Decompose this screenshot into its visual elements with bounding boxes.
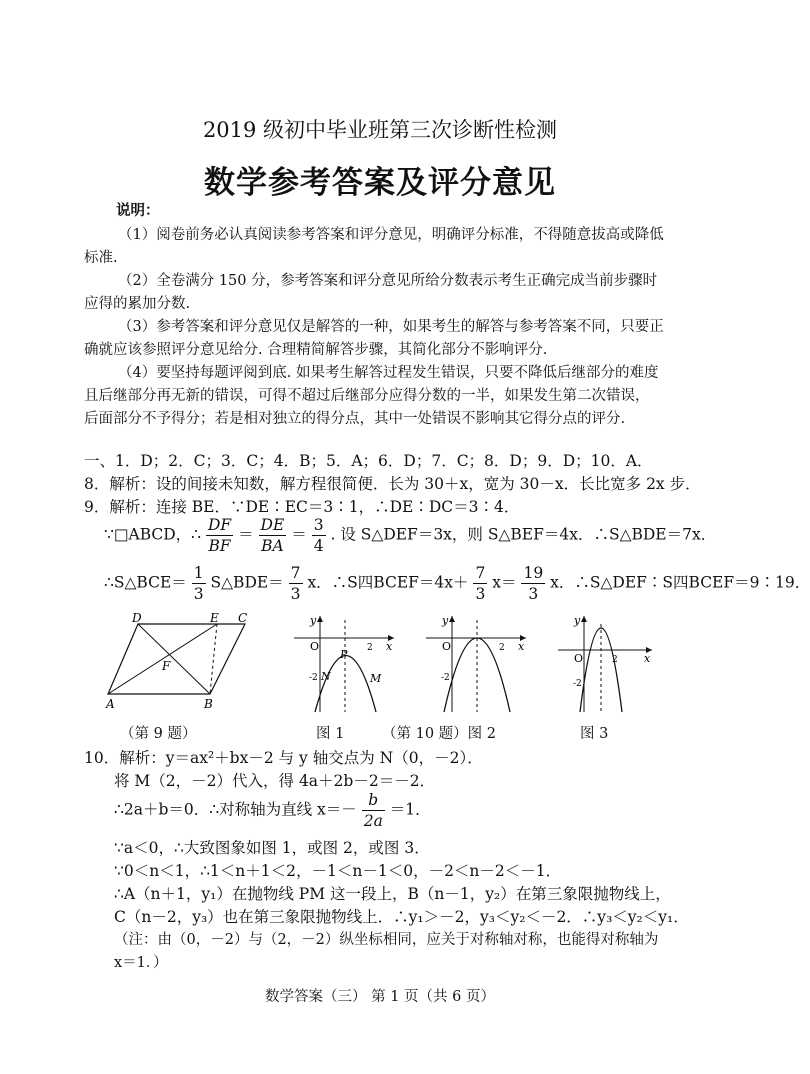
label-a: A: [106, 697, 115, 711]
label-b: B: [204, 697, 213, 711]
q10-line-4: ∵a＜0，∴大致图象如图 1，或图 2，或图 3．: [114, 839, 430, 857]
frac-num: DF: [207, 516, 232, 534]
label-p: P: [340, 648, 348, 661]
note-3-line-2: 确就应该参照评分意见给分. 合理精简解答步骤，其简化部分不影响评分.: [84, 342, 548, 358]
fraction-7-3-b: [473, 563, 487, 604]
tick-neg2: -2: [573, 679, 582, 689]
equals: ＝: [291, 525, 307, 544]
figure-9-parallelogram: [100, 612, 260, 712]
fraction-de-ba: [259, 515, 287, 556]
y-label: y: [310, 614, 317, 627]
frac-den: 2a: [363, 812, 383, 830]
frac-den: 3: [475, 585, 486, 603]
q9-line-3: [104, 563, 810, 604]
note-2-line-1: （2）全卷满分 150 分，参考答案和评分意见所给分数表示考生正确完成当前步骤时: [118, 273, 658, 289]
caption-graph2: （第 10 题）图 2: [382, 726, 497, 742]
q10-l3-a: ∴2a＋b＝0．∴对称轴为直线 x＝－: [114, 800, 357, 819]
tick-2: 2: [612, 655, 618, 665]
label-c: C: [238, 611, 248, 625]
q10-line-2: 将 M（2，－2）代入，得 4a＋2b－2＝－2．: [114, 772, 436, 790]
q10-line-3: [114, 790, 431, 831]
graph-2: [422, 614, 532, 714]
fraction-b-2a: [362, 790, 385, 831]
frac-den: BF: [208, 537, 231, 555]
tick-neg2: -2: [441, 673, 450, 683]
q10-line-7: C（n－2，y₃）也在第三象限抛物线上．∴y₁＞－2，y₃＜y₂＜－2．∴y₃＜y₂＜y₁．: [114, 908, 689, 926]
q10-line-9: x＝1．）: [114, 955, 168, 971]
y-label: y: [442, 614, 449, 627]
q9-l3-e: x．∴S△DEF∶S四BCEF＝9∶19．: [550, 573, 810, 592]
q9-line-2: [104, 515, 716, 556]
q9-l2-suffix: . 设 S△DEF＝3x，则 S△BEF＝4x．∴S△BDE＝7x．: [330, 525, 717, 544]
frac-den: 3: [193, 585, 204, 603]
note-4-line-2: 且后继部分再无新的错误，可得不超过后继部分应得分数的一半，如果发生第二次错误，: [84, 388, 650, 404]
frac-den: 4: [313, 537, 324, 555]
frac-num: 3: [313, 516, 324, 534]
frac-num: b: [362, 790, 385, 811]
tick-2: 2: [367, 643, 373, 653]
fraction-1-3: [192, 563, 206, 604]
q8-solution: 8．解析：设的间接未知数，解方程很简便．长为 30＋x，宽为 30－x．长比宽多 2x 步．: [84, 475, 701, 493]
label-f: F: [162, 659, 171, 673]
graph-3: [554, 614, 664, 714]
caption-graph3: 图 3: [580, 726, 609, 742]
note-3-line-1: （3）参考答案和评分意见仅是解答的一种，如果考生的解答与参考答案不同，只要正: [118, 319, 664, 335]
graph-1: [290, 614, 400, 714]
frac-num: 1: [193, 564, 204, 582]
page-footer: 数学答案（三） 第 1 页（共 6 页）: [265, 989, 495, 1005]
tick-neg2: -2: [309, 673, 318, 683]
label-m: M: [370, 672, 382, 685]
q9-l3-d: x＝: [492, 573, 517, 592]
note-4-line-3: 后面部分不予得分；若是相对独立的得分点，其中一处错误不影响其它得分点的评分.: [84, 411, 626, 427]
tick-2: 2: [499, 643, 505, 653]
x-label: x: [518, 640, 525, 653]
note-4-line-1: （4）要坚持每题评阅到底. 如果考生解答过程发生错误，只要不降低后继部分的难度: [118, 365, 659, 381]
exam-title: 2019 级初中毕业班第三次诊断性检测: [202, 118, 558, 142]
label-n: N: [321, 670, 331, 683]
frac-num: 7: [475, 564, 486, 582]
q9-intro: 9．解析：连接 BE．∵DE∶EC＝3∶1，∴DE∶DC＝3∶4．: [84, 498, 520, 516]
q9-l2-prefix: ∵□ABCD，∴: [104, 525, 202, 544]
q10-line-1: 10．解析：y＝ax²＋bx－2 与 y 轴交点为 N（0，－2）．: [84, 749, 483, 767]
frac-num: 7: [290, 564, 301, 582]
fraction-19-3: [521, 563, 545, 604]
q10-line-6: ∴A（n＋1，y₁）在抛物线 PM 这一段上，B（n－1，y₂）在第三象限抛物线上，: [114, 885, 671, 903]
document-title: 数学参考答案及评分意见: [204, 165, 556, 201]
q9-l3-b: S△BDE＝: [210, 573, 284, 592]
q9-l3-a: ∴S△BCE＝: [104, 573, 187, 592]
fraction-3-4: [312, 515, 326, 556]
fraction-7-3: [289, 563, 303, 604]
origin-label: O: [442, 640, 452, 653]
frac-num: 19: [523, 564, 544, 582]
choice-answers: 一、1．D；2．C；3．C；4．B；5．A；6．D；7．C；8．D；9．D；10．A．: [84, 452, 653, 470]
q10-line-5: ∵0＜n＜1，∴1＜n＋1＜2，－1＜n－1＜0，－2＜n－2＜－1．: [114, 862, 562, 880]
notes-heading: 说明：: [116, 202, 160, 219]
origin-label: O: [310, 640, 320, 653]
note-2-line-2: 应得的累加分数.: [84, 296, 191, 312]
label-d: D: [132, 611, 142, 625]
x-label: x: [386, 640, 393, 653]
origin-label: O: [574, 652, 584, 665]
frac-den: BA: [261, 537, 284, 555]
frac-num: DE: [260, 516, 285, 534]
frac-den: 3: [290, 585, 301, 603]
caption-graph1: 图 1: [316, 726, 345, 742]
note-1-line-2: 标准.: [84, 250, 118, 266]
fraction-df-bf: [206, 515, 233, 556]
x-label: x: [644, 652, 651, 665]
q9-l3-c: x．∴S四BCEF＝4x＋: [307, 573, 469, 592]
equals: ＝: [238, 525, 254, 544]
y-label: y: [574, 614, 581, 627]
q10-l3-b: ＝1．: [389, 800, 431, 819]
label-e: E: [210, 611, 219, 625]
caption-fig9: （第 9 题）: [120, 726, 197, 742]
frac-den: 3: [528, 585, 539, 603]
q10-line-8: （注：由（0，－2）与（2，－2）纵坐标相同，应关于对称轴对称，也能得对称轴为: [114, 932, 659, 948]
note-1-line-1: （1）阅卷前务必认真阅读参考答案和评分意见，明确评分标准，不得随意拔高或降低: [118, 227, 664, 243]
